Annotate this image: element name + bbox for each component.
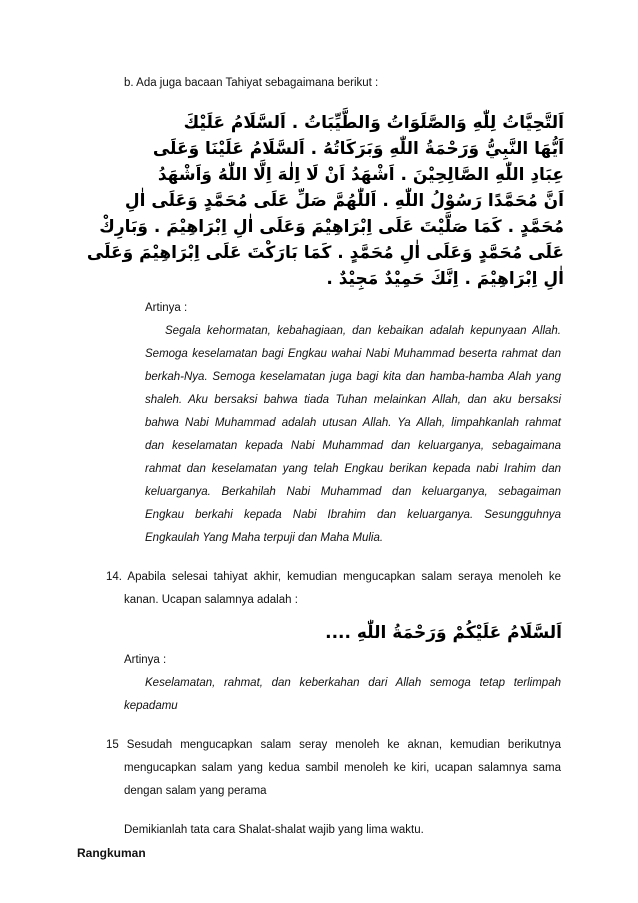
artinya-label: Artinya :: [145, 302, 188, 314]
item-14-line: 14. Apabila selesai tahiyat akhir, kemudian mengucapkan salam seraya menoleh ke: [106, 571, 561, 583]
translation-line: kepadamu: [124, 700, 178, 712]
arabic-line: اٰلِ اِبْرَاهِيْمَ . اِنَّكَ حَمِيْدٌ مَجِيْدٌ .: [326, 269, 564, 289]
arabic-line: اَيُّهَا النَّبِيُّ وَرَحْمَةُ اللّٰهِ وَبَرَكَاتُهُ . اَلسَّلَامُ عَلَيْنَا وَعَلَى: [152, 139, 564, 159]
item-14-line: kanan. Ucapan salamnya adalah :: [124, 594, 298, 606]
section-heading-rangkuman: Rangkuman: [77, 846, 146, 860]
arabic-line: مُحَمَّدٍ . كَمَا صَلَّيْتَ عَلَى اِبْرَاهِيْمَ وَعَلَى اٰلِ اِبْرَاهِيْمَ . وَبَارِكْ: [99, 217, 564, 237]
translation-line: Engkau berkahi kepada Nabi Ibrahim dan keluarganya. Sesungguhnya: [145, 509, 561, 521]
translation-line: bahwa Nabi Muhammad adalah utusan Allah. Ya Allah, limpahkanlah rahmat: [145, 417, 561, 429]
item-15-line: mengucapkan salam yang kedua sambil menoleh ke kiri, ucapan salamnya sama: [124, 762, 561, 774]
salam-arabic-text: اَلسَّلَامُ عَلَيْكُمْ وَرَحْمَةُ اللّٰهِ ....: [325, 623, 562, 643]
arabic-line: عِبَادِ اللّٰهِ الصَّالِحِيْنَ . اَشْهَدُ اَنْ لَا اِلٰهَ اِلَّا اللّٰهُ وَاَشْهَدُ: [157, 165, 564, 185]
translation-line: Semoga keselamatan bagi Engkau wahai Nabi Muhammad beserta rahmat dan: [145, 348, 561, 360]
artinya-label: Artinya :: [124, 654, 167, 666]
item-15-line: 15 Sesudah mengucapkan salam seray menoleh ke aknan, kemudian berikutnya: [106, 739, 561, 751]
arabic-line: اَنَّ مُحَمَّدًا رَسُوْلُ اللّٰهِ . اَللّٰهُمَّ صَلِّ عَلَى مُحَمَّدٍ وَعَلَى اٰلِ: [124, 191, 564, 211]
translation-line: Segala kehormatan, kebahagiaan, dan kebaikan adalah kepunyaan Allah.: [165, 325, 561, 337]
closing-sentence: Demikianlah tata cara Shalat-shalat wajib yang lima waktu.: [124, 824, 424, 836]
item-15-line: dengan salam yang perama: [124, 785, 267, 797]
translation-line: shaleh. Aku bersaksi bahwa tiada Tuhan melainkan Allah, dan aku bersaksi: [145, 394, 561, 406]
tahiyat-arabic-text: [86, 110, 564, 292]
arabic-line: عَلَى مُحَمَّدٍ وَعَلَى اٰلِ مُحَمَّدٍ . كَمَا بَارَكْتَ عَلَى اِبْرَاهِيْمَ وَعَلَى: [86, 243, 564, 263]
arabic-line: اَلتَّحِيَّاتُ لِلّٰهِ وَالصَّلَوَاتُ وَالطَّيِّبَاتُ . اَلسَّلَامُ عَلَيْكَ: [183, 113, 564, 133]
translation-line: berkah-Nya. Semoga keselamatan juga bagi kita dan hamba-hamba Alah yang: [145, 371, 561, 383]
translation-line: rahmat dan keselamatan yang telah Engkau berikan kepada nabi Irahim dan: [145, 463, 561, 475]
translation-line: dan keselamatan kepada Nabi Muhammad dan keluarganya, sebagaimana: [145, 440, 561, 452]
translation-line: Engkaulah Yang Maha terpuji dan Maha Mulia.: [145, 532, 384, 544]
translation-line: keluarganya. Berkahilah Nabi Muhammad dan keluarganya, sebagaiman: [145, 486, 561, 498]
item-b-intro: b. Ada juga bacaan Tahiyat sebagaimana berikut :: [124, 77, 379, 89]
translation-line: Keselamatan, rahmat, dan keberkahan dari Allah semoga tetap terlimpah: [145, 677, 561, 689]
